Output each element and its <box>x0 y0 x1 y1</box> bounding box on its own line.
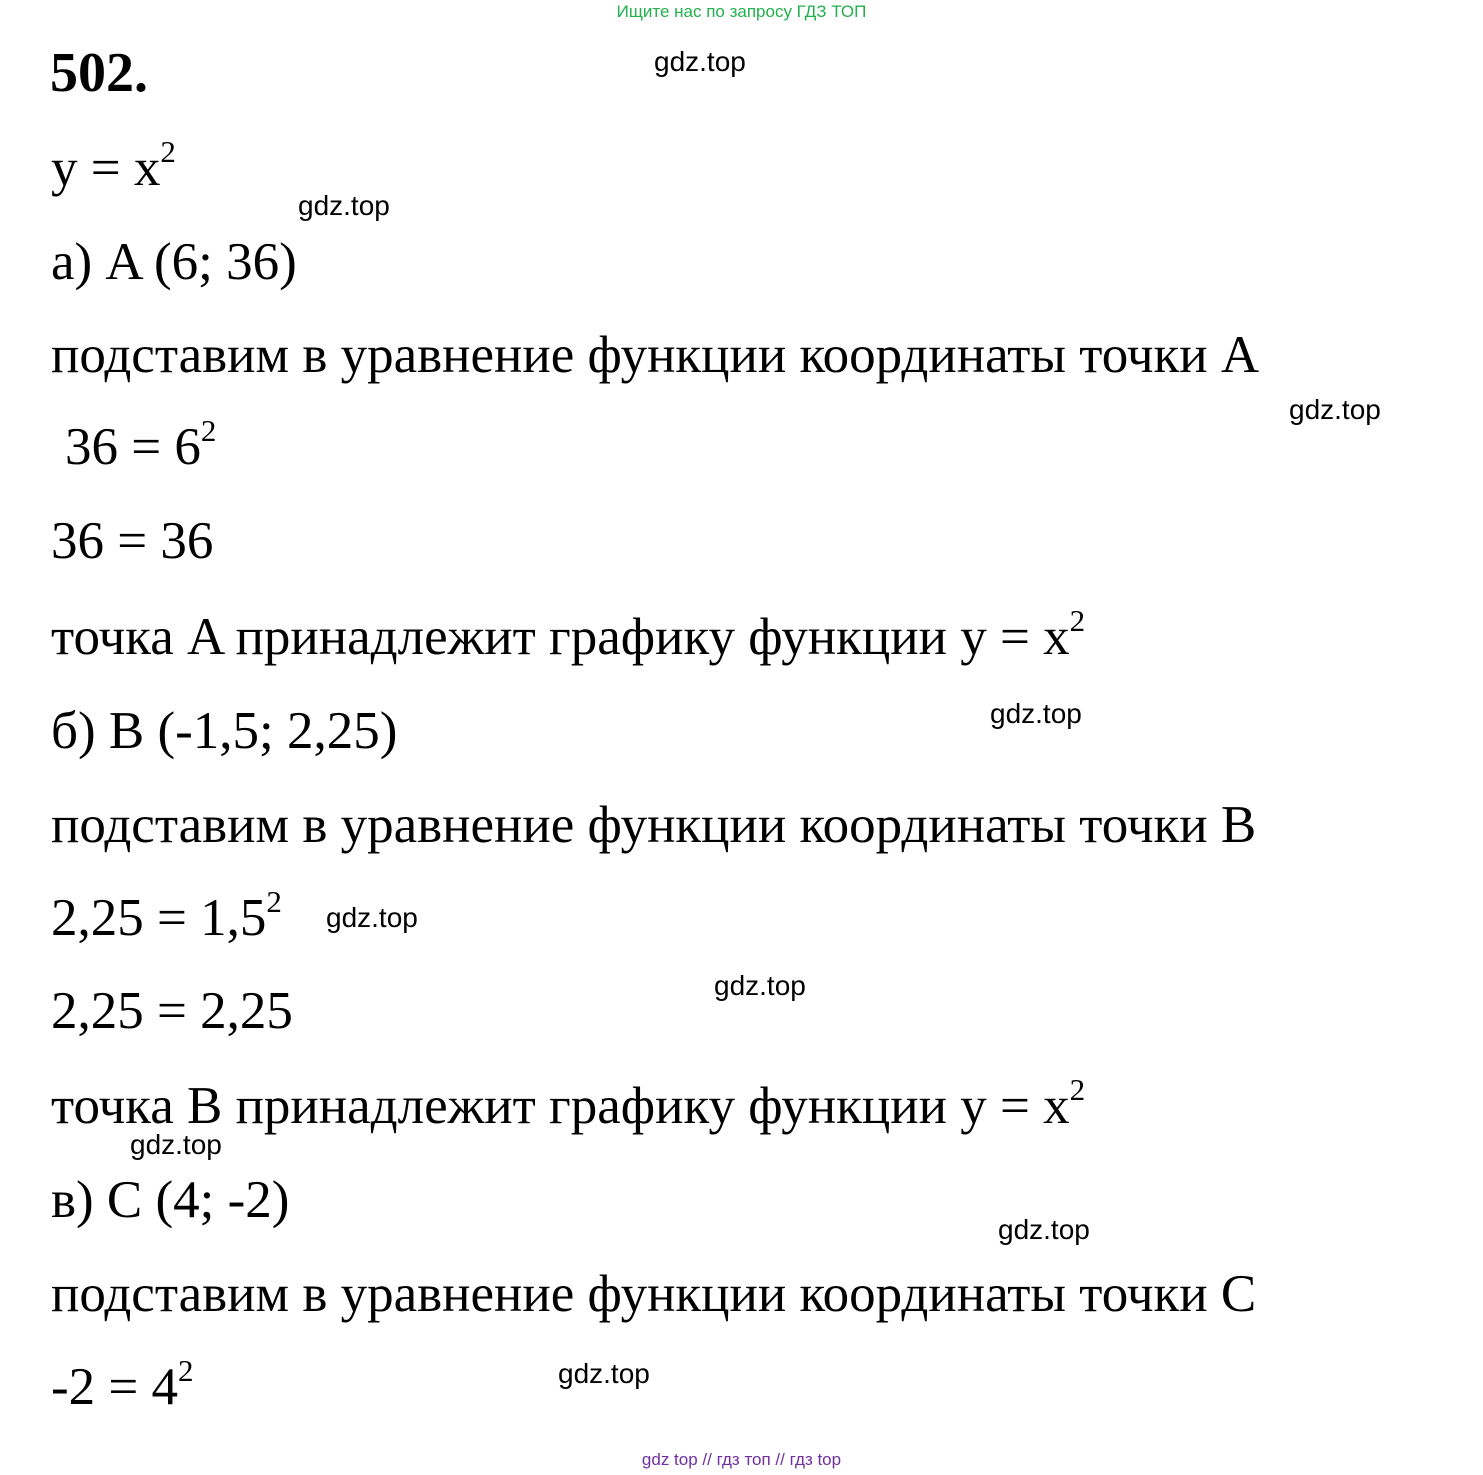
part-c-check <box>51 1353 194 1417</box>
part-a-check-exponent: 2 <box>200 413 217 449</box>
function-line <box>51 134 176 198</box>
watermark: gdz.top <box>326 902 418 933</box>
part-c-point: в) C (4; -2) <box>51 1171 290 1229</box>
part-c-substitute: подставим в уравнение функции координаты точки C <box>51 1265 1257 1323</box>
function-exponent: 2 <box>160 134 176 170</box>
part-b-point: б) B (-1,5; 2,25) <box>51 702 398 760</box>
header-note: Ищите нас по запросу ГДЗ ТОП <box>616 2 867 21</box>
watermark: gdz.top <box>130 1129 222 1160</box>
part-b-conclusion-exponent: 2 <box>1069 1072 1086 1108</box>
part-a-check <box>65 413 217 477</box>
part-b-conclusion-base: точка B принадлежит графику функции y = x <box>51 1077 1070 1135</box>
part-a-point: а) A (6; 36) <box>51 233 297 291</box>
part-a-result: 36 = 36 <box>51 512 214 570</box>
part-b-result: 2,25 = 2,25 <box>51 982 293 1040</box>
watermark: gdz.top <box>654 46 746 77</box>
part-b-check-base: 2,25 = 1,5 <box>51 889 267 947</box>
watermark: gdz.top <box>998 1214 1090 1245</box>
watermark: gdz.top <box>558 1358 650 1389</box>
part-a-conclusion-base: точка A принадлежит графику функции y = x <box>51 608 1070 666</box>
part-c-check-base: -2 = 4 <box>51 1358 179 1416</box>
part-c-check-exponent: 2 <box>178 1353 194 1389</box>
part-a-conclusion <box>51 603 1086 667</box>
watermark: gdz.top <box>298 190 390 221</box>
part-a-substitute: подставим в уравнение функции координаты точки A <box>51 326 1260 384</box>
part-b-conclusion <box>51 1072 1086 1136</box>
part-a-conclusion-exponent: 2 <box>1069 603 1086 639</box>
part-b-substitute: подставим в уравнение функции координаты точки B <box>51 796 1257 854</box>
problem-number: 502. <box>50 42 148 104</box>
watermark: gdz.top <box>714 970 806 1001</box>
part-b-check-exponent: 2 <box>266 884 282 920</box>
footer-links: gdz top // гдз топ // гдз top <box>641 1450 842 1469</box>
part-b-check <box>51 884 282 948</box>
watermark: gdz.top <box>1289 394 1381 425</box>
part-a-check-base: 36 = 6 <box>65 418 201 476</box>
function-base: y = x <box>51 139 161 197</box>
watermark: gdz.top <box>990 698 1082 729</box>
